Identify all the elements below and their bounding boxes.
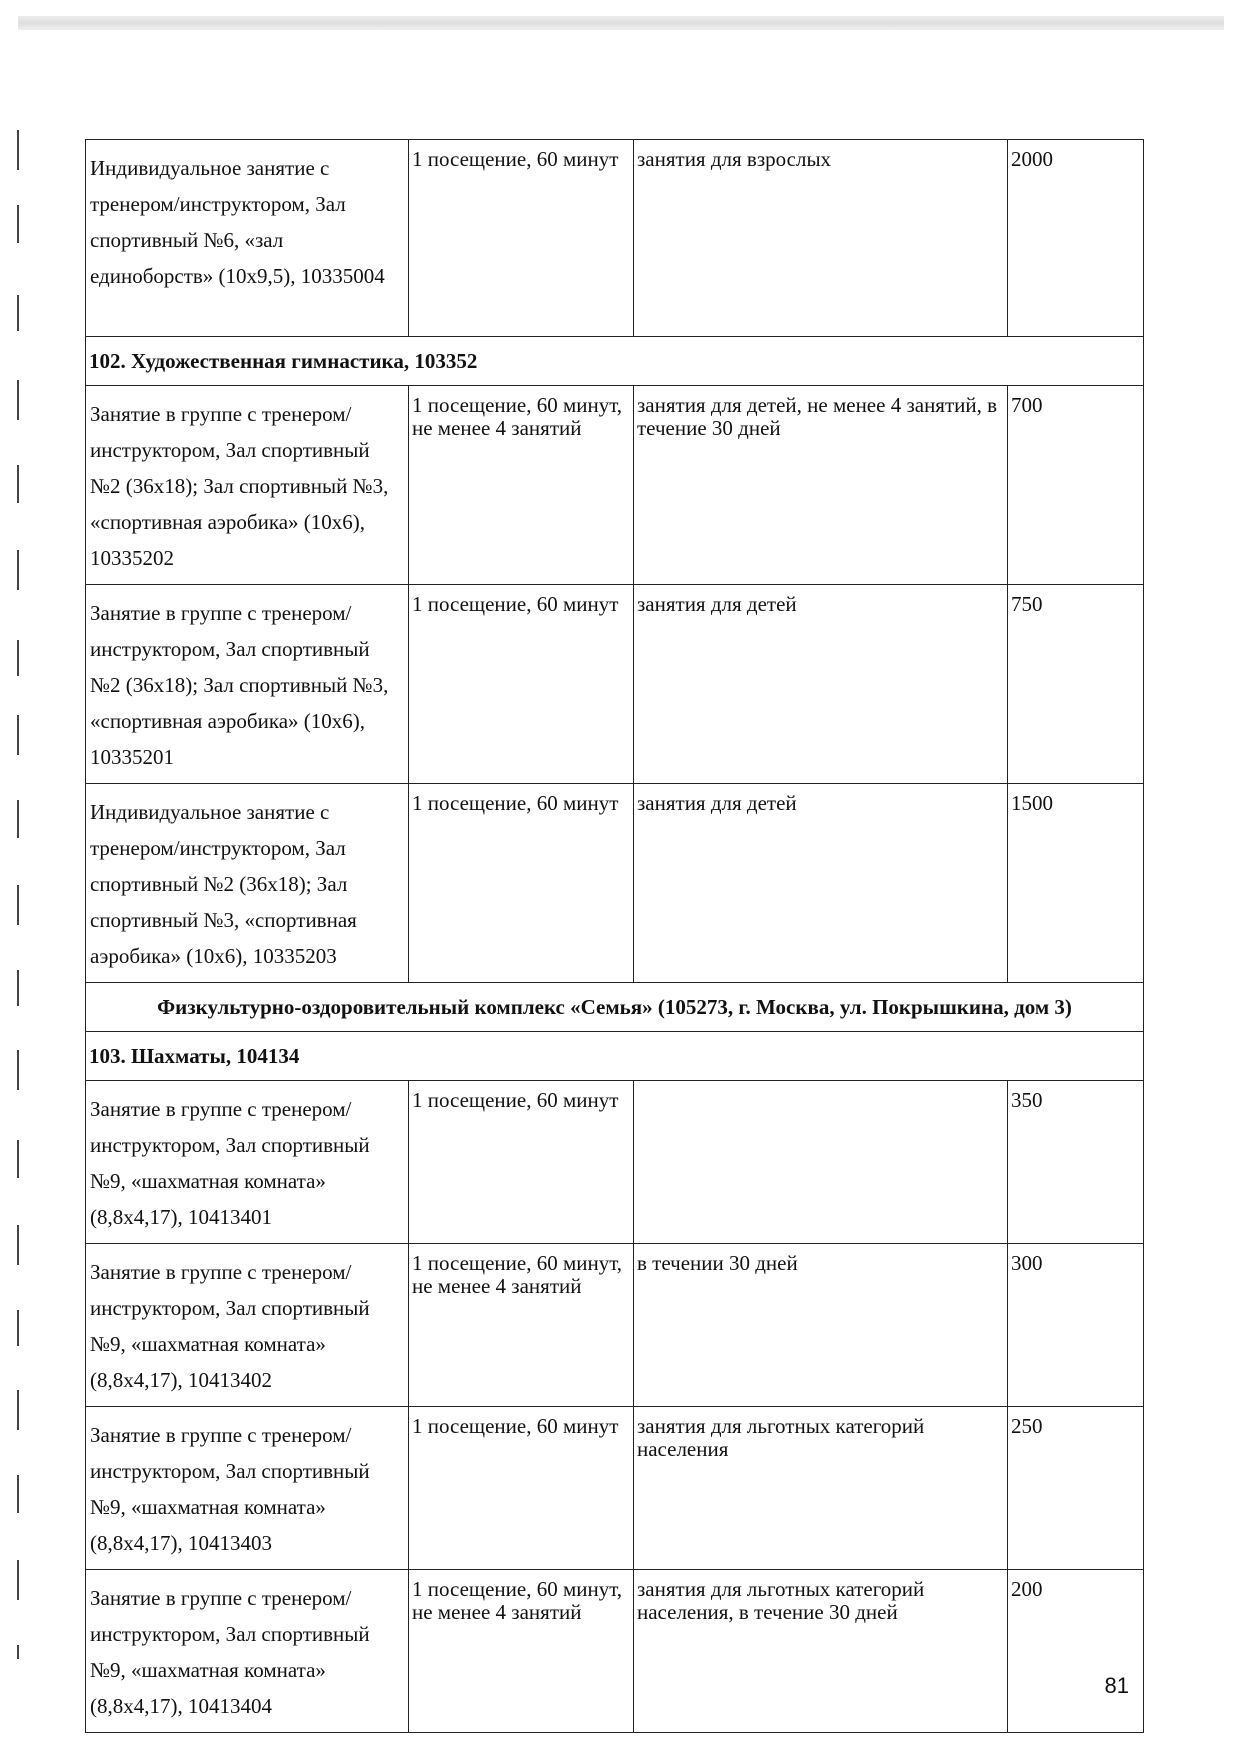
- duration-cell: 1 посещение, 60 минут: [409, 1407, 634, 1570]
- table-row: [86, 784, 1144, 983]
- scan-top-strip: [18, 16, 1224, 30]
- table-row: [86, 585, 1144, 784]
- note-cell: занятия для детей: [634, 784, 1008, 983]
- duration-cell: 1 посещение, 60 минут, не менее 4 занятий: [409, 1244, 634, 1407]
- note-cell: занятия для детей, не менее 4 занятий, в течение 30 дней: [634, 386, 1008, 585]
- duration-cell: 1 посещение, 60 минут: [409, 585, 634, 784]
- price-cell: 300: [1008, 1244, 1144, 1407]
- facility-title: Физкультурно-оздоровительный комплекс «Семья» (105273, г. Москва, ул. Покрышкина, дом 3): [86, 983, 1144, 1032]
- table-row: [86, 1081, 1144, 1244]
- duration-cell: 1 посещение, 60 минут: [409, 784, 634, 983]
- service-cell: Занятие в группе с тренером/инструктором, Зал спортивный №2 (36х18); Зал спортивный №3, «спортивная аэробика» (10х6), 10335201: [86, 585, 409, 784]
- price-cell: 200: [1008, 1570, 1144, 1733]
- section-header-row: [86, 337, 1144, 386]
- note-cell: занятия для взрослых: [634, 140, 1008, 337]
- price-cell: 350: [1008, 1081, 1144, 1244]
- price-cell: 700: [1008, 386, 1144, 585]
- service-cell: Индивидуальное занятие с тренером/инструктором, Зал спортивный №2 (36х18); Зал спортивный №3, «спортивная аэробика» (10х6), 10335203: [86, 784, 409, 983]
- page-number: 81: [1104, 1673, 1129, 1698]
- table-row: [86, 386, 1144, 585]
- price-cell: 250: [1008, 1407, 1144, 1570]
- note-cell: занятия для льготных категорий населения, в течение 30 дней: [634, 1570, 1008, 1733]
- service-cell: Занятие в группе с тренером/инструктором, Зал спортивный №9, «шахматная комната» (8,8х4,17), 10413402: [86, 1244, 409, 1407]
- note-cell: [634, 1081, 1008, 1244]
- duration-cell: 1 посещение, 60 минут: [409, 1081, 634, 1244]
- service-cell: Занятие в группе с тренером/инструктором, Зал спортивный №9, «шахматная комната» (8,8х4,17), 10413401: [86, 1081, 409, 1244]
- table-row: [86, 1570, 1144, 1733]
- price-cell: 2000: [1008, 140, 1144, 337]
- section-header-row: [86, 1032, 1144, 1081]
- section-title: 102. Художественная гимнастика, 103352: [86, 337, 1144, 386]
- section-title: 103. Шахматы, 104134: [86, 1032, 1144, 1081]
- table-row: [86, 1244, 1144, 1407]
- price-table: [85, 139, 1144, 1733]
- service-cell: Индивидуальное занятие с тренером/инструктором, Зал спортивный №6, «зал единоборств» (10х9,5), 10335004: [86, 140, 409, 337]
- facility-header-row: [86, 983, 1144, 1032]
- table-row: [86, 140, 1144, 337]
- price-cell: 750: [1008, 585, 1144, 784]
- service-cell: Занятие в группе с тренером/инструктором, Зал спортивный №9, «шахматная комната» (8,8х4,17), 10413404: [86, 1570, 409, 1733]
- service-cell: Занятие в группе с тренером/инструктором, Зал спортивный №2 (36х18); Зал спортивный №3, «спортивная аэробика» (10х6), 10335202: [86, 386, 409, 585]
- price-cell: 1500: [1008, 784, 1144, 983]
- service-cell: Занятие в группе с тренером/инструктором, Зал спортивный №9, «шахматная комната» (8,8х4,17), 10413403: [86, 1407, 409, 1570]
- duration-cell: 1 посещение, 60 минут, не менее 4 занятий: [409, 1570, 634, 1733]
- duration-cell: 1 посещение, 60 минут, не менее 4 занятий: [409, 386, 634, 585]
- scan-edge-marks: [15, 100, 21, 1720]
- note-cell: в течении 30 дней: [634, 1244, 1008, 1407]
- note-cell: занятия для детей: [634, 585, 1008, 784]
- table-row: [86, 1407, 1144, 1570]
- note-cell: занятия для льготных категорий населения: [634, 1407, 1008, 1570]
- duration-cell: 1 посещение, 60 минут: [409, 140, 634, 337]
